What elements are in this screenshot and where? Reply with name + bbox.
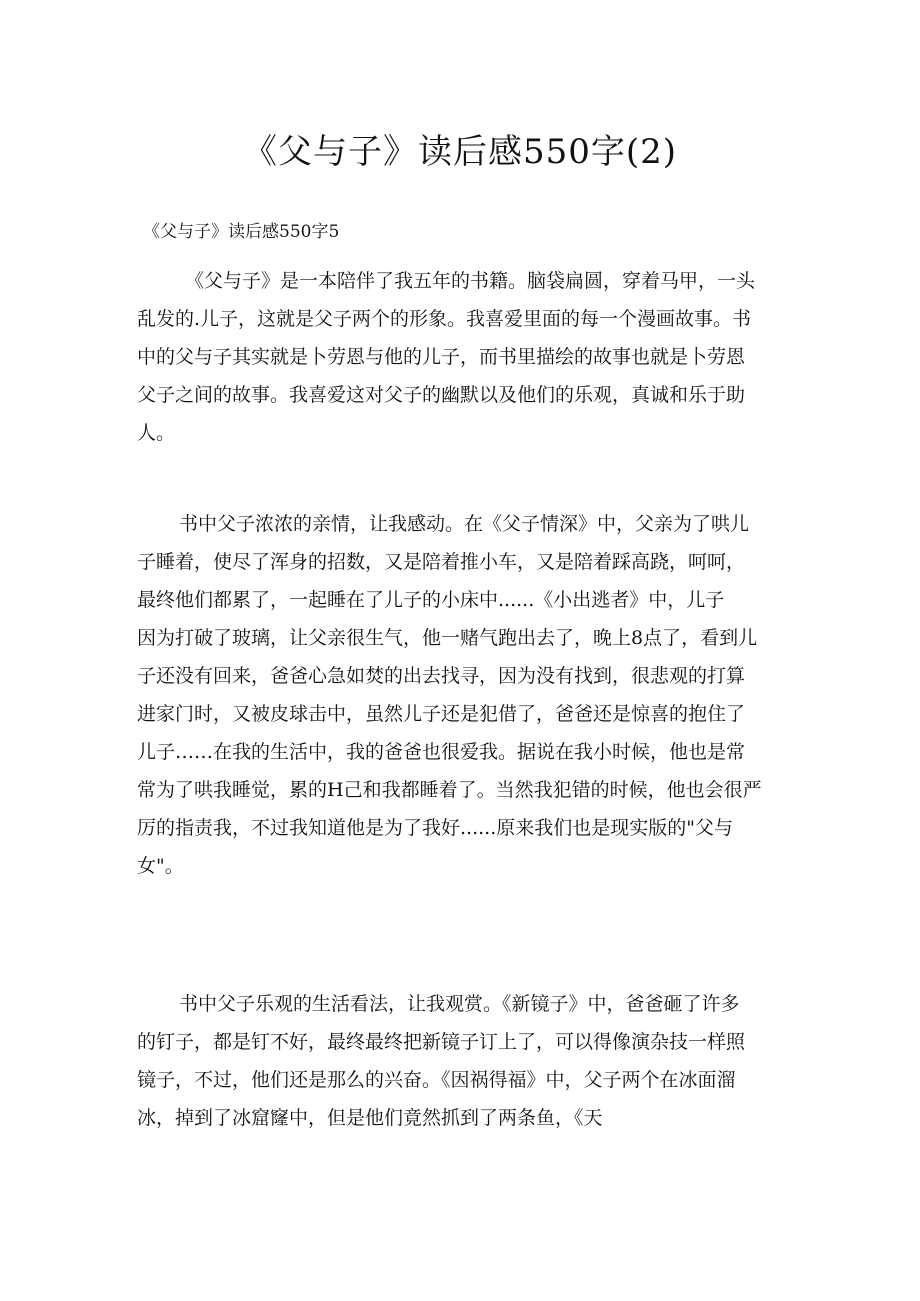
paragraph-line: 儿子……在我的生活中，我的爸爸也很爱我。据说在我小时候，他也是常	[137, 741, 746, 763]
paragraph-1	[137, 262, 792, 452]
paragraph-line: 子睡着，使尽了浑身的招数，又是陪着推小车，又是陪着踩高跷，呵呵，	[137, 551, 746, 573]
paragraph-line: 进家门时，又被皮球击中，虽然儿子还是犯借了，爸爸还是惊喜的抱住了	[137, 703, 746, 725]
paragraph-line: 子还没有回来，爸爸心急如焚的出去找寻，因为没有找到，很悲观的打算	[137, 665, 746, 687]
section-heading: 《父与子》读后感550字5	[143, 222, 340, 242]
paragraph-3	[137, 985, 792, 1137]
page-title: 《父与子》读后感550字(2)	[242, 132, 678, 172]
paragraph-line: 书中父子浓浓的亲情，让我感动。在《父子情深》中，父亲为了哄儿	[179, 513, 750, 535]
paragraph-line: 人。	[137, 422, 176, 444]
paragraph-line: 最终他们都累了，一起睡在了儿子的小床中......《小出逃者》中，儿子	[137, 589, 725, 611]
paragraph-line: 《父与子》是一本陪伴了我五年的书籍。脑袋扁圆，穿着马甲，一头	[185, 270, 756, 292]
paragraph-line: 的钉子，都是钉不好，最终最终把新镜子订上了，可以得像演杂技一样照	[137, 1031, 746, 1053]
paragraph-line: 常为了哄我睡觉，累的H己和我都睡着了。当然我犯错的时候，他也会很严	[137, 779, 762, 801]
paragraph-line: 因为打破了玻璃，让父亲很生气，他一赌气跑出去了，晚上8点了，看到儿	[137, 627, 758, 649]
paragraph-line: 乱发的.儿子，这就是父子两个的形象。我喜爱里面的每一个漫画故事。书	[137, 308, 752, 330]
paragraph-2	[137, 505, 792, 885]
paragraph-line: 父子之间的故事。我喜爱这对父子的幽默以及他们的乐观，真诚和乐于助	[137, 384, 746, 406]
paragraph-line: 书中父子乐观的生活看法，让我观赏。《新镜子》中，爸爸砸了许多	[179, 993, 740, 1015]
paragraph-line: 女"。	[137, 855, 184, 877]
paragraph-line: 厉的指责我，不过我知道他是为了我好......原来我们也是现实版的"父与	[137, 817, 733, 839]
paragraph-line: 冰，掉到了冰窟窿中，但是他们竟然抓到了两条鱼，《天	[137, 1107, 603, 1129]
paragraph-line: 中的父与子其实就是卜劳恩与他的儿子，而书里描绘的故事也就是卜劳恩	[137, 346, 746, 368]
paragraph-line: 镜子，不过，他们还是那么的兴奋。《因祸得福》中，父子两个在冰面溜	[137, 1069, 736, 1091]
